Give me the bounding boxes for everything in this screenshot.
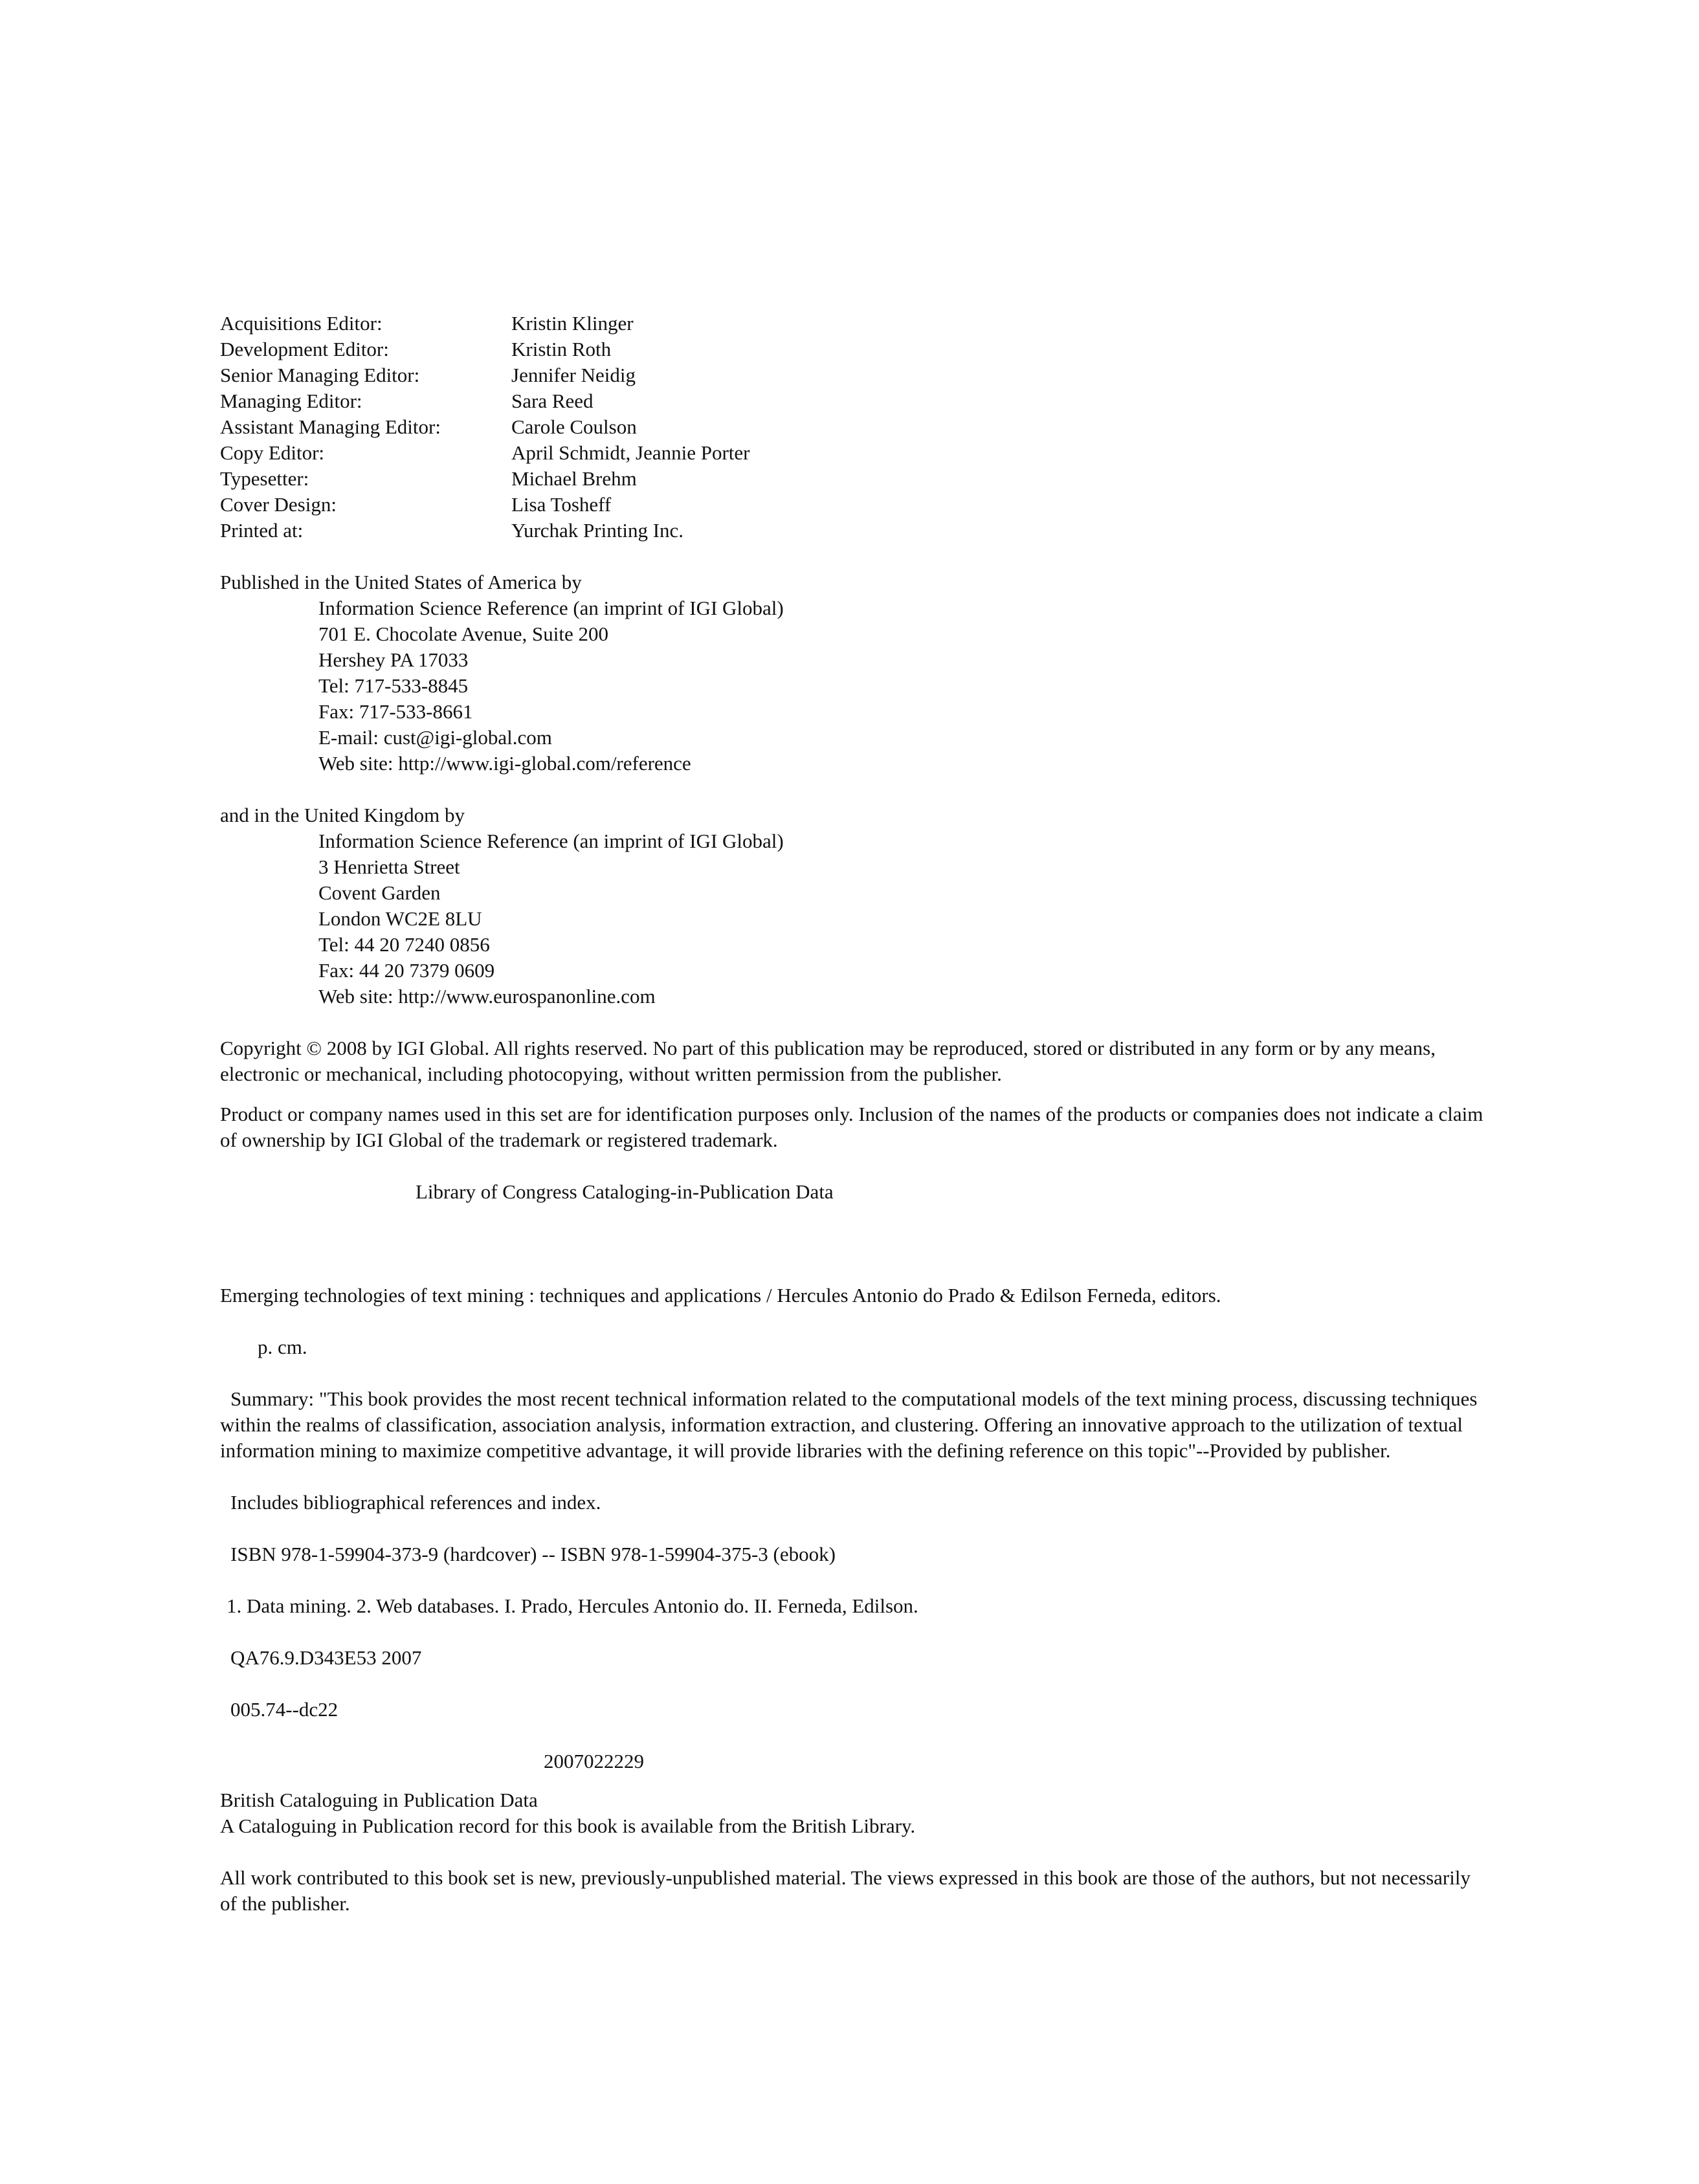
credit-label: Development Editor: bbox=[220, 338, 389, 360]
cip-isbn: ISBN 978-1-59904-373-9 (hardcover) -- ISBN 978-1-59904-375-3 (ebook) bbox=[230, 1543, 836, 1565]
address-line: Web site: http://www.igi-global.com/reference bbox=[318, 752, 691, 775]
us-publisher-block bbox=[220, 569, 1489, 777]
credit-value: Jennifer Neidig bbox=[511, 364, 636, 386]
credit-value: Carole Coulson bbox=[511, 415, 637, 438]
cip-title: Emerging technologies of text mining : techniques and applications / Hercules Antonio do Prado & Edilson Ferneda, editors. bbox=[220, 1284, 1221, 1307]
credit-label: Copy Editor: bbox=[220, 441, 325, 464]
credit-value: Lisa Tosheff bbox=[511, 493, 612, 516]
address-line: London WC2E 8LU bbox=[318, 907, 482, 930]
us-publisher-intro: Published in the United States of America by bbox=[220, 571, 582, 593]
credit-label: Typesetter: bbox=[220, 467, 309, 490]
cip-pcm: p. cm. bbox=[258, 1336, 307, 1358]
credit-value: April Schmidt, Jeannie Porter bbox=[511, 441, 750, 464]
trademark-notice: Product or company names used in this set are for identification purposes only. Inclusion of the names of the products or companies does not indicate a claim of ownership by IGI Global of the trademark or registered trademark. bbox=[220, 1103, 1483, 1151]
address-line: 701 E. Chocolate Avenue, Suite 200 bbox=[318, 623, 608, 645]
disclaimer: All work contributed to this book set is new, previously-unpublished material. The views expressed in this book are those of the authors, but not necessarily of the publisher. bbox=[220, 1866, 1471, 1915]
address-line: Information Science Reference (an imprint of IGI Global) bbox=[318, 597, 784, 619]
address-line: Information Science Reference (an imprint of IGI Global) bbox=[318, 830, 784, 852]
credit-label: Acquisitions Editor: bbox=[220, 312, 383, 335]
british-cip-text: A Cataloguing in Publication record for this book is available from the British Library. bbox=[220, 1814, 916, 1837]
cip-summary: Summary: "This book provides the most recent technical information related to the computational models of the text mining process, discussing techniques within the realms of classification, association analysis, information extraction, and clustering. Offering an innovative approach to the utilization of textual information mining to maximize competitive advantage, it will provide libraries with the defining reference on this topic"--Provided by publisher. bbox=[220, 1387, 1478, 1462]
address-line: Tel: 44 20 7240 0856 bbox=[318, 933, 490, 956]
address-line: Covent Garden bbox=[318, 881, 441, 904]
credit-value: Kristin Roth bbox=[511, 338, 612, 360]
cip-dewey: 005.74--dc22 bbox=[230, 1698, 339, 1721]
cip-lccn: 2007022229 bbox=[544, 1750, 644, 1772]
loc-cip-header: Library of Congress Cataloging-in-Publication Data bbox=[416, 1180, 834, 1203]
cip-includes: Includes bibliographical references and index. bbox=[230, 1491, 601, 1514]
credit-value: Yurchak Printing Inc. bbox=[511, 519, 684, 542]
credit-value: Sara Reed bbox=[511, 390, 594, 412]
credit-value: Kristin Klinger bbox=[511, 312, 634, 335]
credit-label: Assistant Managing Editor: bbox=[220, 415, 441, 438]
address-line: Hershey PA 17033 bbox=[318, 648, 469, 671]
credit-label: Managing Editor: bbox=[220, 390, 362, 412]
uk-publisher-block bbox=[220, 802, 1489, 1009]
cip-subjects: 1. Data mining. 2. Web databases. I. Prado, Hercules Antonio do. II. Ferneda, Edilson. bbox=[227, 1594, 918, 1617]
copyright-notice: Copyright © 2008 by IGI Global. All rights reserved. No part of this publication may be reproduced, stored or distributed in any form or by any means, electronic or mechanical, including photocopying, without written permission from the publisher. bbox=[220, 1037, 1436, 1085]
address-line: Tel: 717-533-8845 bbox=[318, 674, 469, 697]
credit-label: Cover Design: bbox=[220, 493, 337, 516]
british-cip-block bbox=[220, 1787, 1489, 1839]
address-line: E-mail: cust@igi-global.com bbox=[318, 726, 552, 749]
address-line: Fax: 44 20 7379 0609 bbox=[318, 959, 495, 982]
address-line: Fax: 717-533-8661 bbox=[318, 700, 473, 723]
credit-label: Senior Managing Editor: bbox=[220, 364, 420, 386]
credit-label: Printed at: bbox=[220, 519, 304, 542]
credit-value: Michael Brehm bbox=[511, 467, 637, 490]
address-line: 3 Henrietta Street bbox=[318, 855, 460, 878]
editorial-credits bbox=[220, 311, 1489, 544]
copyright-page bbox=[220, 311, 1489, 1917]
address-line: Web site: http://www.eurospanonline.com bbox=[318, 985, 656, 1008]
cip-lc-class: QA76.9.D343E53 2007 bbox=[230, 1646, 422, 1669]
uk-publisher-intro: and in the United Kingdom by bbox=[220, 804, 465, 826]
british-cip-header: British Cataloguing in Publication Data bbox=[220, 1789, 538, 1811]
